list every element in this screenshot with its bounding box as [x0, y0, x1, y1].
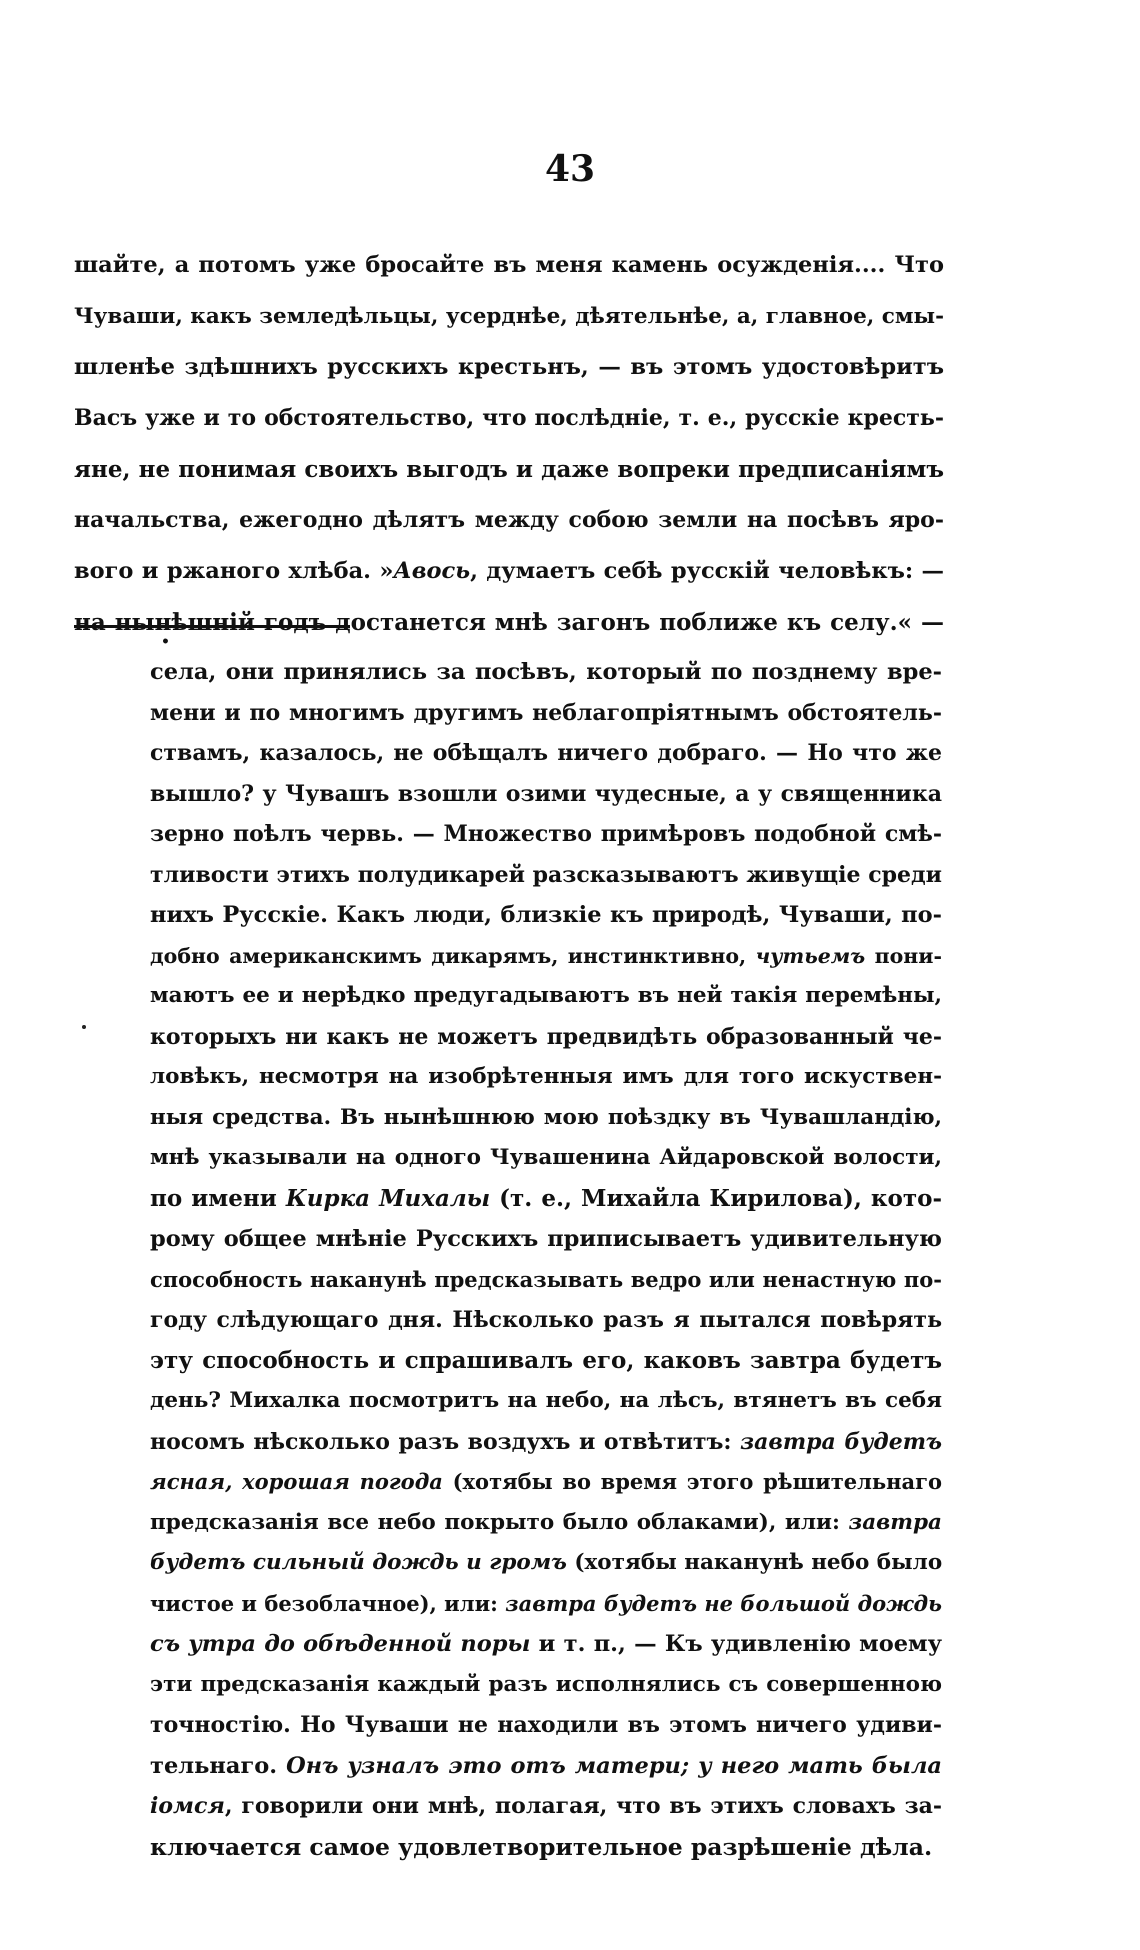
italic-text: завтра	[848, 1509, 942, 1535]
text-run: чистое и безоблачное), или:	[150, 1590, 506, 1616]
italic-text: чутьемъ	[755, 943, 866, 968]
footnote-text	[150, 652, 942, 1867]
footnote-line	[150, 1503, 942, 1544]
text-run: тельнаго.	[150, 1752, 287, 1779]
text-run: по имени	[150, 1184, 286, 1212]
italic-text: завтра будетъ не большой дождь	[505, 1590, 942, 1616]
text-line: Васъ уже и то обстоятельство, что послѣдніе, т. е., русскіе кресть-	[74, 405, 944, 431]
italic-text: завтра будетъ	[740, 1428, 942, 1455]
footnote-line: эту способность и спрашивалъ его, каковъ завтра будетъ	[150, 1346, 942, 1374]
text-line: яне, не понимая своихъ выгодъ и даже вопреки предписаніямъ	[74, 456, 944, 483]
footnote-line	[150, 1786, 942, 1827]
footnote-marker: •	[161, 634, 170, 650]
page-number: 43	[544, 148, 596, 190]
text-run: , говорили они мнѣ, полагая, что въ этихъ словахъ за-	[224, 1793, 942, 1819]
italic-text: Кирка Михалы	[285, 1184, 491, 1212]
footnote-line: ствамъ, казалось, не обѣщалъ ничего добраго. — Но что же	[150, 740, 942, 766]
footnote-line: точностію. Но Чуваши не находили въ этомъ ничего удиви-	[150, 1712, 942, 1738]
footnote-line: маютъ ее и нерѣдко предугадываютъ въ ней такія перемѣны,	[150, 983, 942, 1008]
footnote-line: вышло? у Чувашъ взошли озими чудесные, а у священника	[150, 780, 942, 807]
italic-text: іомся	[150, 1793, 225, 1819]
text-run: (хотябы во время этого рѣшительнаго	[442, 1469, 943, 1494]
footnote-line	[150, 1462, 942, 1503]
text-line: шленѣе здѣшнихъ русскихъ крестьнъ, — въ этомъ удостовѣритъ	[74, 354, 944, 380]
text-run: добно американскимъ дикарямъ, инстинктивно,	[150, 943, 756, 968]
footnote-line	[150, 1543, 942, 1584]
footnote-line	[150, 1422, 942, 1463]
main-text	[74, 240, 944, 648]
text-line	[74, 546, 944, 597]
footnote-line: эти предсказанія каждый разъ исполнялись съ совершенною	[150, 1671, 942, 1697]
footnote-line: ныя средства. Въ нынѣшнюю мою поѣздку въ Чувашландію,	[150, 1104, 942, 1130]
text-run: вого и ржаного хлѣба. »	[74, 558, 394, 584]
footnote-line: мнѣ указывали на одного Чувашенина Айдаровской волости,	[150, 1145, 942, 1170]
text-line: начальства, ежегодно дѣлятъ между собою земли на посѣвъ яро-	[74, 507, 944, 533]
text-run: , думаетъ себѣ русскій человѣкъ: —	[470, 558, 944, 584]
footnote-line: села, они принялись за посѣвъ, который по позднему вре-	[150, 659, 942, 685]
footnote-line	[150, 936, 942, 977]
italic-text: ясная, хорошая погода	[150, 1469, 443, 1494]
text-run: носомъ нѣсколько разъ воздухъ и отвѣтитъ:	[150, 1428, 741, 1455]
italic-text: будетъ сильный дождь и громъ	[150, 1550, 567, 1575]
ink-speck	[82, 1025, 86, 1029]
italic-text: Авось	[393, 558, 471, 584]
italic-text: съ утра до обѣденной поры	[150, 1631, 531, 1657]
footnote-line: мени и по многимъ другимъ неблагопріятнымъ обстоятель-	[150, 699, 942, 726]
footnote-line: которыхъ ни какъ не можетъ предвидѣть образованный че-	[150, 1023, 942, 1050]
footnote-line: рому общее мнѣніе Русскихъ приписываетъ удивительную	[150, 1226, 942, 1252]
text-line: на нынѣшній годъ достанется мнѣ загонъ поближе къ селу.« —	[74, 609, 944, 636]
footnote-line: день? Михалка посмотритъ на небо, на лѣсъ, втянетъ въ себя	[150, 1388, 942, 1413]
footnote-line	[150, 1624, 942, 1665]
italic-text: Онъ узналъ это отъ матери; у него мать была	[286, 1752, 942, 1779]
text-run: (т. е., Михайла Кирилова), кото-	[490, 1184, 942, 1212]
text-run: пони-	[865, 943, 942, 968]
footnote-line: ловѣкъ, несмотря на изобрѣтенныя имъ для того искуствен-	[150, 1064, 942, 1089]
text-line: Чуваши, какъ земледѣльцы, усерднѣе, дѣятельнѣе, а, главное, смы-	[74, 304, 944, 329]
footnote-line: году слѣдующаго дня. Нѣсколько разъ я пытался повѣрять	[150, 1307, 942, 1333]
footnote-line: ключается самое удовлетворительное разрѣшеніе дѣла.	[150, 1832, 933, 1861]
text-run: (хотябы наканунѣ небо было	[566, 1550, 943, 1575]
footnote-line	[150, 1179, 942, 1220]
footnote-line	[150, 1584, 942, 1625]
footnote-line	[150, 1746, 942, 1787]
text-run: и т. п., — Къ удивленію моему	[530, 1631, 942, 1657]
footnote-separator	[74, 625, 350, 628]
footnote-line: нихъ Русскіе. Какъ люди, близкіе къ природѣ, Чуваши, по-	[150, 902, 942, 928]
footnote-line: способность наканунѣ предсказывать ведро или ненастную по-	[150, 1266, 942, 1292]
footnote-line: зерно поѣлъ червь. — Множество примѣровъ подобной смѣ-	[150, 821, 942, 847]
text-line: шайте, а потомъ уже бросайте въ меня камень осужденія.... Что	[74, 252, 944, 278]
footnote-line: тливости этихъ полудикарей разсказываютъ живущіе среди	[150, 861, 942, 888]
text-run: предсказанія все небо покрыто было облаками), или:	[150, 1509, 849, 1535]
